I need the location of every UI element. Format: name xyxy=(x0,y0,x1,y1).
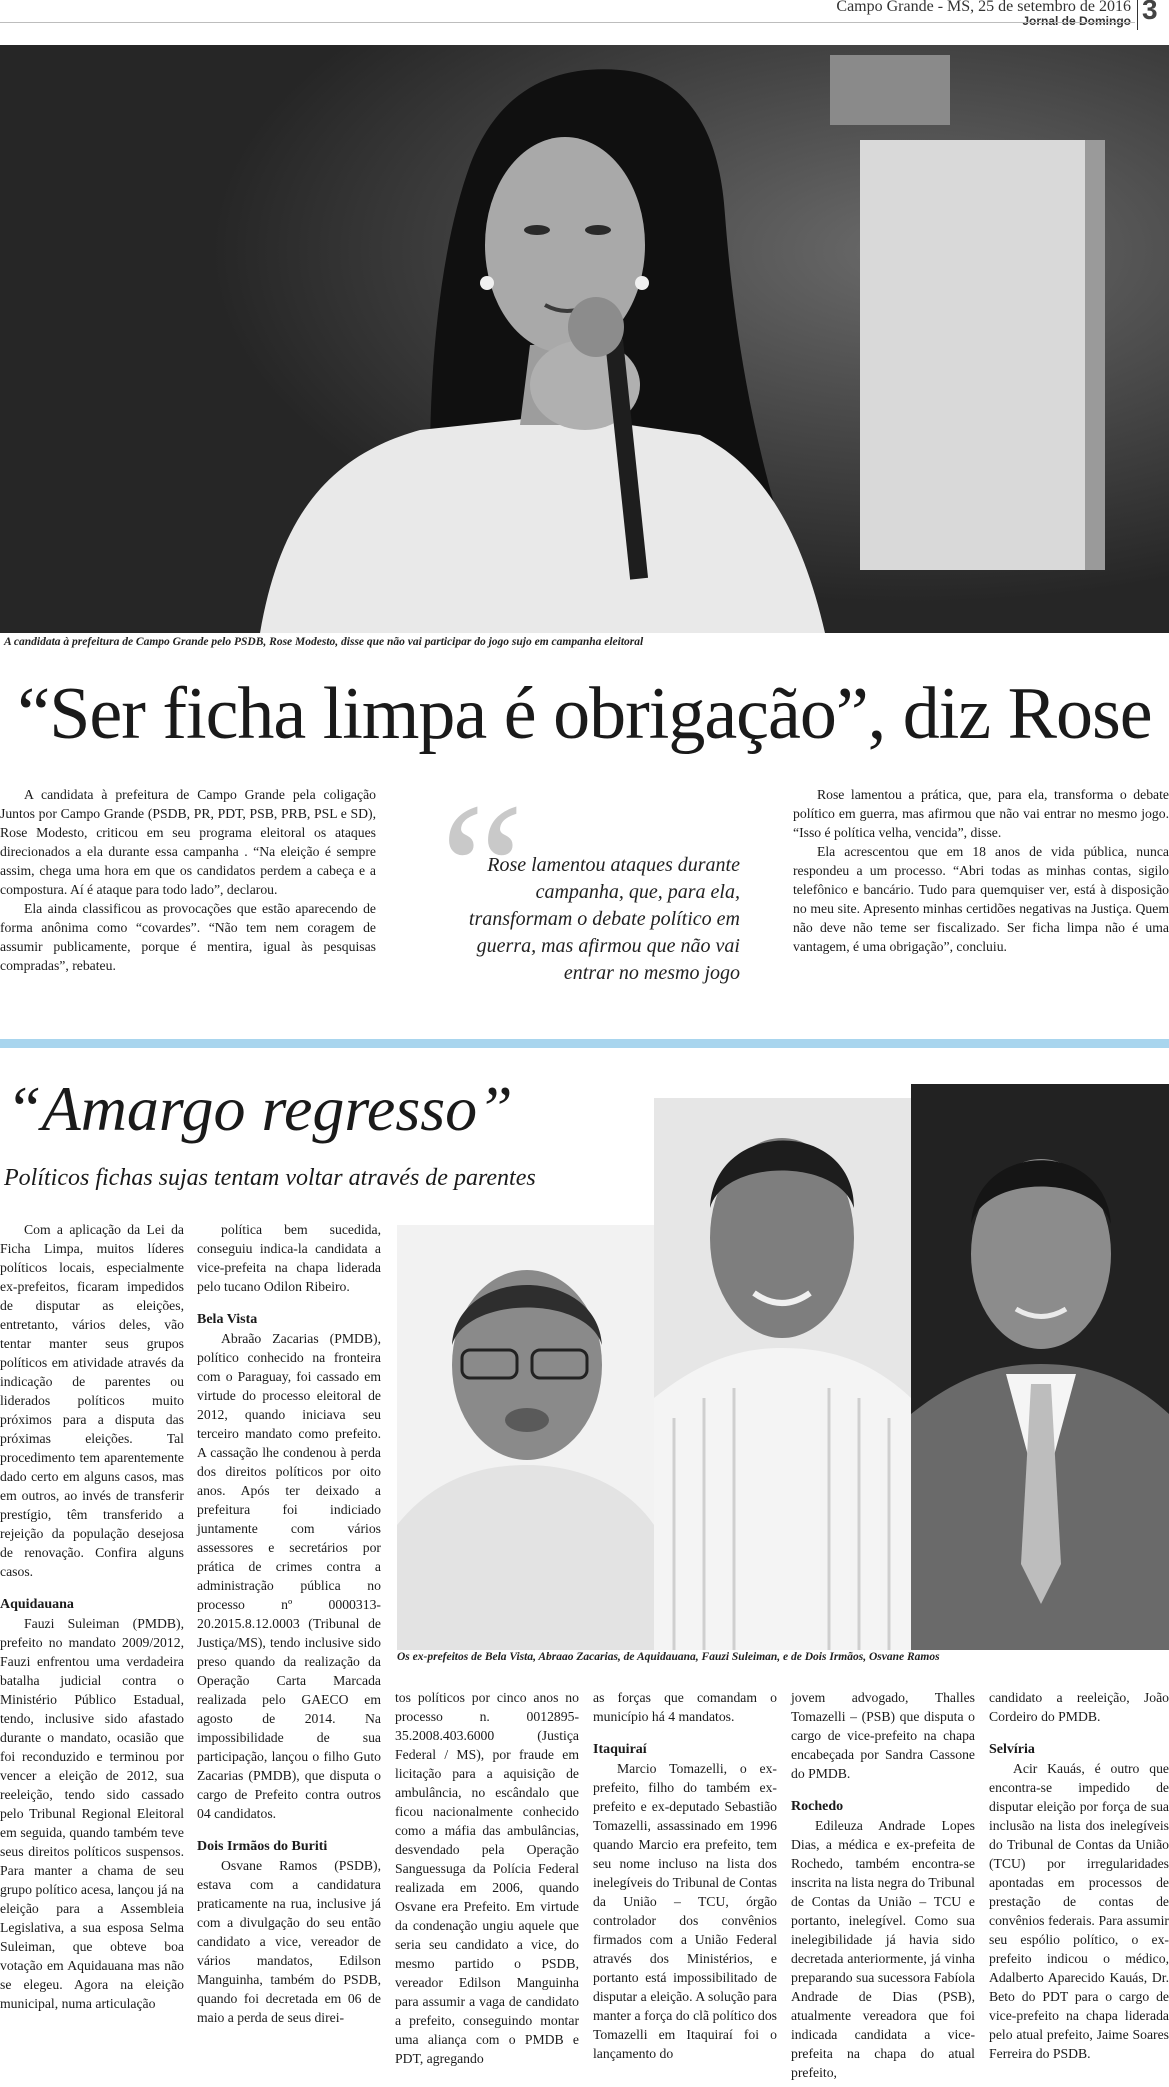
photo-fauzi-suleiman xyxy=(397,1225,654,1650)
paragraph: Ela acrescentou que em 18 anos de vida pública, nunca respondeu a um processo. “Abri todas as minhas contas, sigilo telefônico e bancário. Tudo para quemquiser ver, está à disposição no meu site. Apresento minhas certidões negativas na Justiça. Quem não deve não teme ser fiscalizado. Ser ficha limpa não é uma vantagem, é uma obrigação”, concluiu. xyxy=(793,844,1169,954)
article2-column-2 xyxy=(197,1220,381,2027)
paragraph: Com a aplicação da Lei da Ficha Limpa, muitos líderes políticos locais, especialmente ex-prefeitos, ficaram impedidos de disputar as eleições, entretanto, vários deles, vão tentar manter seus grupos políticos em atividade através da indicação de parentes ou liderados políticos muito próximos para a disputa das próximas eleições. Tal procedimento tem aparentemente dado certo em alguns casos, mas em outros, ao invés de transferir prestígio, têm transferido a rejeição da população desejosa de renovação. Confira alguns casos. xyxy=(0,1222,184,1579)
section-heading: Aquidauana xyxy=(0,1597,74,1612)
article-headline: “Ser ficha limpa é obrigação”, diz Rose xyxy=(17,673,1152,755)
section-heading: Itaquiraí xyxy=(593,1742,647,1757)
article2-column-6 xyxy=(989,1688,1169,2063)
paragraph: candidato a reeleição, João Cordeiro do PMDB. xyxy=(989,1690,1169,1724)
photo-illustration xyxy=(0,45,1169,633)
paragraph: política bem sucedida, conseguiu indica-la candidata a vice-prefeita na chapa liderada pelo tucano Odilon Ribeiro. xyxy=(197,1222,381,1294)
photo-osvane-ramos xyxy=(911,1084,1169,1650)
page-number: 3 xyxy=(1142,0,1158,25)
photo-abraao-zacarias xyxy=(654,1098,911,1650)
rose-modesto-photo xyxy=(0,45,1169,633)
section-heading: Rochedo xyxy=(791,1799,844,1814)
pull-quote: Rose lamentou ataques durante campanha, que, para ela, transformam o debate político em guerra, mas afirmou que não vai entrar no mesmo jogo xyxy=(468,854,740,984)
article2-column-1 xyxy=(0,1220,184,2013)
paragraph: jovem advogado, Thalles Tomazelli – (PSB) que disputa o cargo de vice-prefeito na chapa encabeçada por Sandra Cassone do PMDB. xyxy=(791,1690,975,1781)
section-heading: Bela Vista xyxy=(197,1312,258,1327)
header-date: Campo Grande - MS, 25 de setembro de 2016 xyxy=(836,0,1131,15)
portraits-caption: Os ex-prefeitos de Bela Vista, Abraao Zacarias, de Aquidauana, Fauzi Suleiman, e de Dois Irmãos, Osvane Ramos xyxy=(397,1651,940,1663)
header-rule xyxy=(0,22,1135,23)
section-heading: Dois Irmãos do Buriti xyxy=(197,1839,328,1854)
paragraph: Abraão Zacarias (PMDB), político conhecido na fronteira com o Paraguay, foi cassado em virtude do processo eleitoral de 2012, quando iniciava seu terceiro mandato como prefeito. A cassação lhe condenou à perda dos direitos políticos por oito anos. Após ter deixado a prefeitura foi indiciado juntamente com vários assessores e secretários por prática de crimes contra a administração pública no processo nº 0000313-20.2015.8.12.0003 (Tribunal de Justiça/MS), tendo inclusive sido preso quando da realização da Operação Carta Marcada realizada pelo GAECO em agosto de 2014. Na impossibilidade de sua participação, lançou o filho Guto Zacarias (PMDB), que disputa o cargo de Prefeito contra outros 04 candidatos. xyxy=(197,1331,381,1821)
section-heading: Selvíria xyxy=(989,1742,1035,1757)
paragraph: Marcio Tomazelli, o ex-prefeito, filho do também ex-prefeito e ex-deputado Sebastião Tomazelli, assassinado em 1996 quando Marcio era prefeito, tem seu nome incluso na lista dos inelegíveis do Tribunal de Contas da União – TCU, órgão controlador dos convênios firmados com a União Federal através dos Ministérios, e portanto está impossibilitado de disputar a eleição. A solução para manter a força do clã político dos Tomazelli em Itaquiraí foi o lançamento do xyxy=(593,1761,778,2061)
article2-column-3 xyxy=(395,1688,579,2068)
paragraph: Osvane Ramos (PSDB), estava com a candidatura praticamente na rua, inclusive já com a divulgação do seu então candidato a vice, vereador de vários mandatos, Edilson Manguinha, também do PSDB, quando foi decretada em 06 de maio a perda de seus direi- xyxy=(197,1858,381,2025)
photo-caption: A candidata à prefeitura de Campo Grande pelo PSDB, Rose Modesto, disse que não vai participar do jogo sujo em campanha eleitoral xyxy=(4,636,644,648)
article2-subtitle: Políticos fichas sujas tentam voltar através de parentes xyxy=(4,1165,536,1191)
section-divider-band xyxy=(0,1039,1169,1048)
paragraph: Rose lamentou a prática, que, para ela, transforma o debate político em guerra, mas afirmou que não vai entrar no mesmo jogo. “Isso é política velha, vencida”, disse. xyxy=(793,787,1169,840)
paragraph: Ela ainda classificou as provocações que estão aparecendo de forma anônima como “covardes”. “Não tem nem coragem de assumir publicamente, porque é mentira, igual às pesquisas compradas”, rebateu. xyxy=(0,901,376,973)
paragraph: tos políticos por cinco anos no processo n. 0012895-35.2008.403.6000 (Justiça Federal / MS), por fraude em licitação para a aquisição de ambulância, no escândalo que ficou nacionalmente conhecido como a máfia das ambulâncias, desvendado pela Operação Sanguessuga da Polícia Federal realizada em 2006, quando Osvane era Prefeito. Em virtude da condenação ungiu aquele que seria seu candidato a vice, do mesmo partido o PSDB, vereador Edilson Manguinha para assumir a vaga de candidato a prefeito, conseguindo montar uma aliança com o PMDB e PDT, agregando xyxy=(395,1690,579,2066)
header-newspaper-name: Jornal de Domingo xyxy=(1022,14,1131,28)
paragraph: Edileuza Andrade Lopes Dias, a médica e ex-prefeita de Rochedo, também encontra-se inscrita na lista negra do Tribunal de Contas da União – TCU e portanto, inelegível. Como sua inelegibilidade já havia sido decretada anteriormente, já vinha preparando sua sucessora Fabíola Andrade de Dias (PSB), atualmente vereadora que foi indicada candidata a vice-prefeita na chapa do atual prefeito, xyxy=(791,1818,975,2080)
article1-column-1 xyxy=(0,785,376,975)
paragraph: Acir Kauás, é outro que encontra-se impedido de disputar eleição por força de sua inclusão na lista dos inelegíveis do Tribunal de Contas da União (TCU) por irregularidades apontadas em processos de prestação de contas de convênios federais. Para assumir seu espólio político, o ex-prefeito indicou o médico, Adalberto Aparecido Kauás, Dr. Beto do PDT para o cargo de vice-prefeito na chapa liderada pelo atual prefeito, Jaime Soares Ferreira do PSDB. xyxy=(989,1761,1169,2061)
article2-title: “Amargo regresso” xyxy=(6,1073,513,1144)
paragraph: Fauzi Suleiman (PMDB), prefeito no mandato 2009/2012, Fauzi enfrentou uma verdadeira batalha judicial contra o Ministério Público Estadual, tendo, inclusive sido afastado durante o mandato, ocasião que foi reconduzido e terminou por vencer a eleição de 2012, sua reeleição, tendo sido cassado pelo Tribunal Regional Eleitoral em seguida, quando também teve seus direitos políticos suspensos. Para manter a chama de seu grupo político acesa, lançou já na eleição para a Assembleia Legislativa, a sua esposa Selma Suleiman, que obteve boa votação em Aquidauana mas não se elegeu. Agora na eleição municipal, numa articulação xyxy=(0,1616,184,2011)
article2-column-4 xyxy=(593,1688,777,2063)
article1-column-3 xyxy=(793,785,1169,956)
paragraph: as forças que comandam o município há 4 mandatos. xyxy=(593,1690,777,1724)
paragraph: A candidata à prefeitura de Campo Grande pela coligação Juntos por Campo Grande (PSDB, PR, PDT, PSB, PRB, PSL e SD), Rose Modesto, criticou em seu programa eleitoral os ataques direcionados a ela durante essa campanha . “Na eleição é sempre assim, chega uma hora em que os candidatos perdem a cabeça e a compostura. Aí é ataque para todo lado”, declarou. xyxy=(0,787,376,897)
header-separator xyxy=(1137,0,1138,30)
quote-mark-icon: “ xyxy=(440,765,525,975)
article2-column-5 xyxy=(791,1688,975,2082)
